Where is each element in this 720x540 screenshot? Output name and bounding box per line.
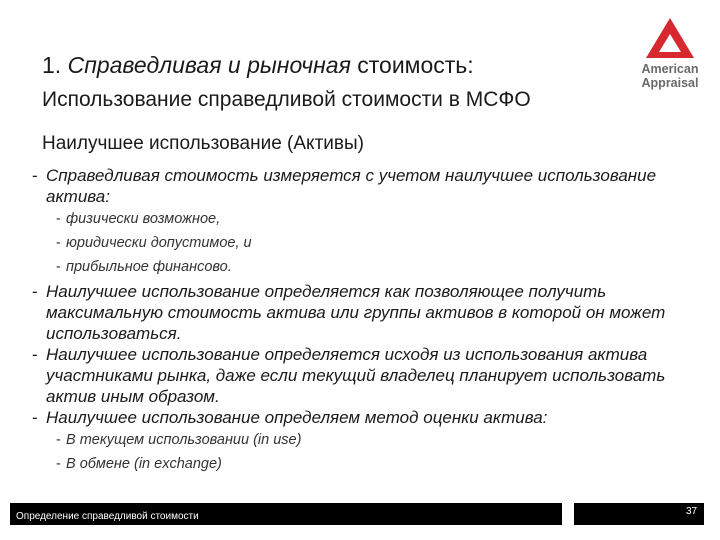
bullet-item xyxy=(32,344,692,407)
title-rest: стоимость: xyxy=(357,52,474,78)
bullet-dash: - xyxy=(32,408,38,427)
page-number-box xyxy=(574,503,704,525)
logo-line2: Appraisal xyxy=(641,76,699,90)
title-number: 1. xyxy=(42,52,62,78)
bullet-text: Справедливая стоимость измеряется с учетом наилучшее использование актива: xyxy=(46,166,657,206)
sub-bullet-text: юридически допустимое, и xyxy=(66,235,252,251)
sub-bullet-item xyxy=(32,428,692,452)
bullet-text: Наилучшее использование определяется исходя из использования актива участниками рынка, даже если текущий владелец планирует использовать актив иным образом. xyxy=(46,345,666,406)
sub-bullet-dash: - xyxy=(56,456,61,472)
sub-bullet-text: В текущем использовании (in use) xyxy=(66,432,302,448)
sub-bullet-item xyxy=(32,207,692,231)
bullet-dash: - xyxy=(32,166,38,185)
bullet-text: Наилучшее использование определяется как позволяющее получить максимальную стоимость актива или группы активов в которой он может использоваться. xyxy=(46,282,666,343)
sub-bullet-dash: - xyxy=(56,259,61,275)
bullet-dash: - xyxy=(32,345,38,364)
sub-bullet-item xyxy=(32,255,692,279)
logo-line1: American xyxy=(641,62,699,76)
bullet-item xyxy=(32,407,692,428)
slide-subtitle: Использование справедливой стоимости в МСФО xyxy=(42,88,531,111)
sub-bullet-text: В обмене (in exchange) xyxy=(66,456,222,472)
slide-title xyxy=(42,52,474,79)
page-number: 37 xyxy=(686,506,698,517)
bullet-dash: - xyxy=(32,282,38,301)
sub-bullet-item xyxy=(32,231,692,255)
sub-bullet-dash: - xyxy=(56,235,61,251)
bullet-item xyxy=(32,165,692,207)
logo-triangle-icon xyxy=(632,14,708,62)
bullet-text: Наилучшее использование определяем метод оценки актива: xyxy=(46,408,548,427)
section-heading: Наилучшее использование (Активы) xyxy=(42,133,364,154)
bullet-item xyxy=(32,281,692,344)
sub-bullet-item xyxy=(32,452,692,476)
sub-bullet-dash: - xyxy=(56,211,61,227)
footer-title: Определение справедливой стоимости xyxy=(16,511,199,522)
logo-text xyxy=(632,62,708,90)
sub-bullet-text: прибыльное финансово. xyxy=(66,259,232,275)
sub-bullet-text: физически возможное, xyxy=(66,211,221,227)
sub-bullet-dash: - xyxy=(56,432,61,448)
bullet-list xyxy=(32,165,692,476)
title-italic: Справедливая и рыночная xyxy=(67,52,351,78)
american-appraisal-logo xyxy=(632,14,708,94)
